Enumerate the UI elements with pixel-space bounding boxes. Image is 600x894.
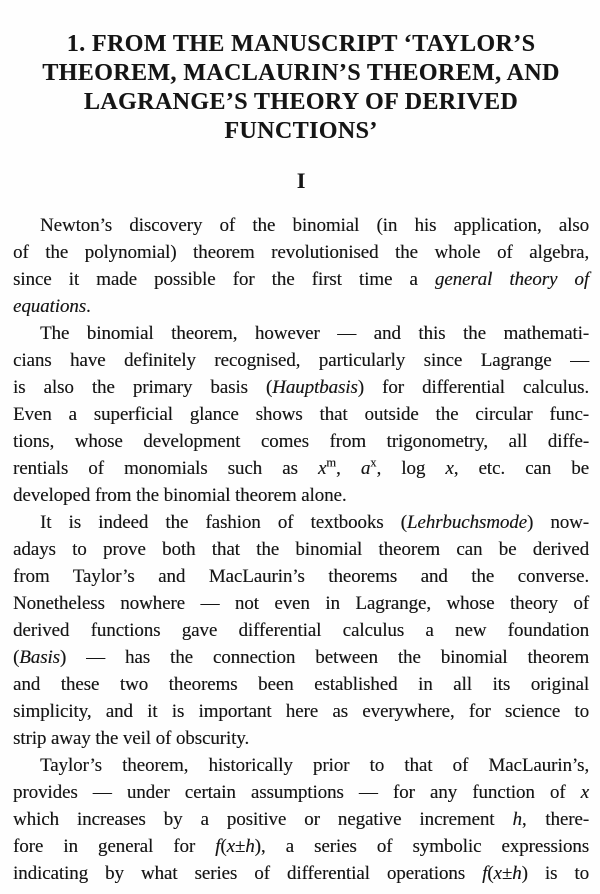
text-line: tions, whose development comes from trigonometry, all diffe-: [13, 431, 589, 452]
text-line: fore in general for f(x±h), a series of symbolic expressions: [13, 836, 589, 857]
paragraph: [13, 752, 589, 887]
section-heading: I: [296, 168, 306, 193]
text-line: adays to prove both that the binomial theorem can be derived: [13, 539, 589, 560]
text-line: from Taylor’s and MacLaurin’s theorems and the converse.: [13, 566, 589, 587]
title-line: 1. FROM THE MANUSCRIPT ‘TAYLOR’S: [66, 31, 536, 57]
text-line: provides — under certain assumptions — for any function of x: [13, 782, 589, 803]
title-line: FUNCTIONS’: [224, 118, 378, 144]
text-line: Nonetheless nowhere — not even in Lagrange, whose theory of: [13, 593, 589, 614]
text-line: equations.: [13, 296, 91, 317]
text-line: derived functions gave differential calculus a new foundation: [13, 620, 589, 641]
text-line: Newton’s discovery of the binomial (in his application, also: [40, 215, 589, 236]
paragraph: [13, 320, 589, 509]
text-line: simplicity, and it is important here as everywhere, for science to: [13, 701, 589, 722]
text-line: Taylor’s theorem, historically prior to that of MacLaurin’s,: [40, 755, 589, 776]
text-line: strip away the veil of obscurity.: [13, 728, 250, 749]
paragraph: [13, 212, 589, 320]
text-line: cians have definitely recognised, particularly since Lagrange —: [13, 350, 589, 371]
paragraph: [13, 509, 589, 752]
title-line: LAGRANGE’S THEORY OF DERIVED: [83, 89, 519, 115]
text-line: since it made possible for the first time a general theory of: [13, 269, 589, 290]
page-body: [13, 212, 589, 887]
text-line: (Basis) — has the connection between the binomial theorem: [13, 647, 589, 668]
text-line: developed from the binomial theorem alone.: [13, 485, 347, 506]
text-line: and these two theorems been established in all its original: [13, 674, 589, 695]
document-title: [31, 30, 571, 146]
text-line: which increases by a positive or negative increment h, there-: [13, 809, 589, 830]
text-line: of the polynomial) theorem revolutionised the whole of algebra,: [13, 242, 589, 263]
text-line: It is indeed the fashion of textbooks (Lehrbuchsmode) now-: [40, 512, 589, 533]
text-line: indicating by what series of differential operations f(x±h) is to: [13, 863, 589, 884]
text-line: is also the primary basis (Hauptbasis) for differential calculus.: [13, 377, 589, 398]
title-line: THEOREM, MACLAURIN’S THEOREM, AND: [42, 60, 560, 86]
text-line: rentials of monomials such as $x^m$, $a^x$, log x, etc. can be: [13, 455, 589, 479]
text-line: Even a superficial glance shows that outside the circular func-: [13, 404, 589, 425]
text-line: The binomial theorem, however — and this the mathemati-: [40, 323, 589, 344]
